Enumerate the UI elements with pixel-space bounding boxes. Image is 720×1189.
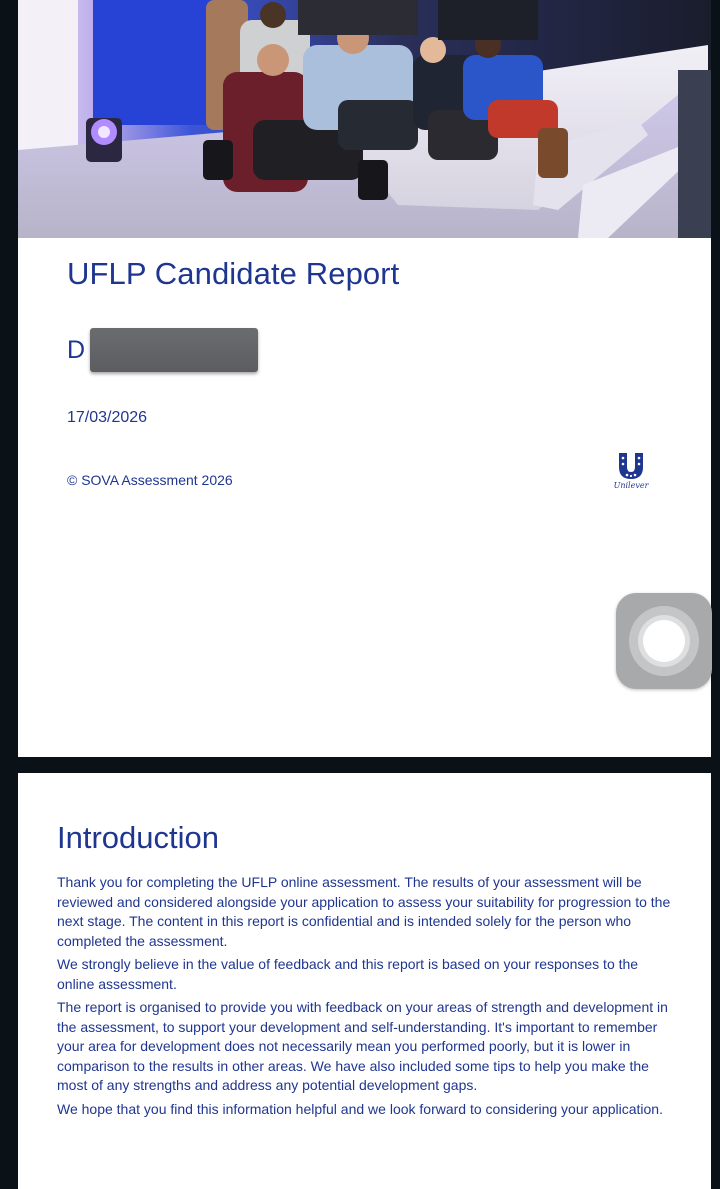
intro-paragraph: We strongly believe in the value of feedback and this report is based on your responses to the online assessment. bbox=[57, 956, 639, 992]
intro-paragraph: Thank you for completing the UFLP online assessment. The results of your assessment will be reviewed and considered alongside your application to assess your suitability for progression to the next stage. The content in this report is confidential and is intended solely for the person who completed the assessment. bbox=[57, 874, 671, 949]
report-cover-page bbox=[18, 0, 711, 757]
introduction-body bbox=[57, 873, 671, 1123]
report-date: 17/03/2026 bbox=[67, 409, 148, 426]
intro-paragraph: We hope that you find this information helpful and we look forward to considering your application. bbox=[57, 1100, 663, 1117]
unilever-u-icon bbox=[617, 452, 645, 480]
cover-photo bbox=[18, 0, 711, 238]
introduction-page bbox=[18, 773, 711, 1189]
report-title: UFLP Candidate Report bbox=[67, 256, 400, 291]
unilever-logo bbox=[611, 452, 651, 494]
unilever-wordmark: Unilever bbox=[613, 481, 649, 490]
introduction-heading: Introduction bbox=[57, 820, 219, 855]
candidate-name: D bbox=[67, 336, 86, 364]
name-redaction-box bbox=[90, 328, 258, 372]
copyright-notice: © SOVA Assessment 2026 bbox=[67, 472, 233, 488]
intro-paragraph: The report is organised to provide you with feedback on your areas of strength and development in the assessment, to support your development and self-understanding. It's important to remember your area for development does not necessarily mean you performed poorly, but it is lower in comparison to the results in other areas. We have also included some tips to help you make the most of any strengths and address any potential development gaps. bbox=[57, 999, 668, 1093]
assistive-touch-button[interactable] bbox=[616, 593, 712, 689]
